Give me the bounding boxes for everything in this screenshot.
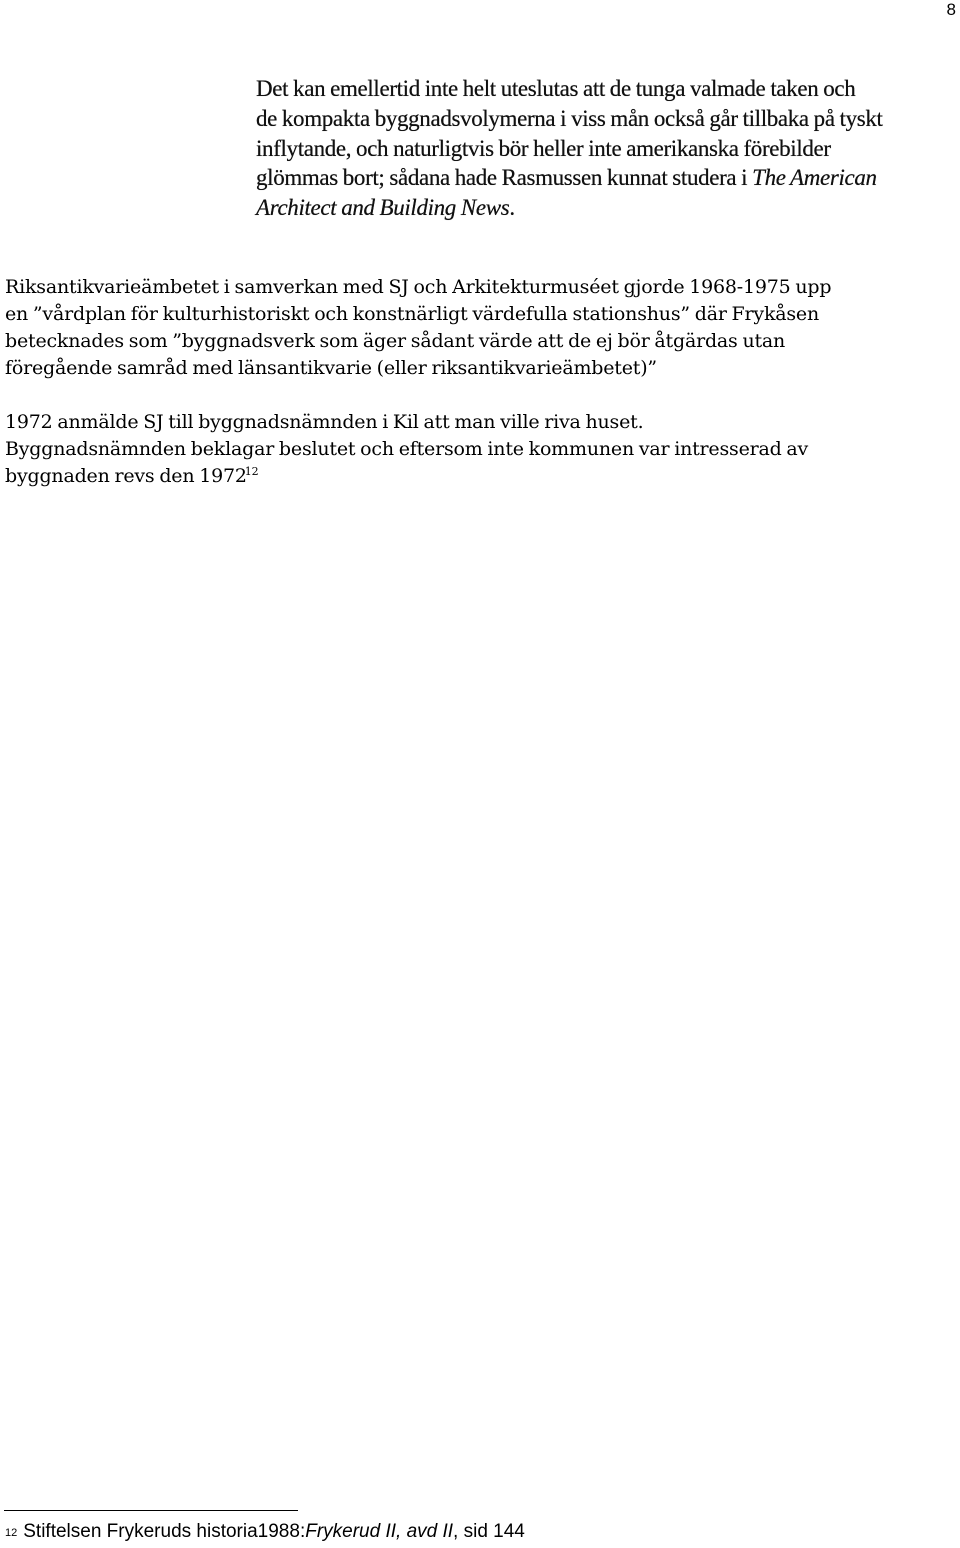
quote-line: Det kan emellertid inte helt uteslutas att de tunga valmade taken och bbox=[256, 76, 856, 101]
quote-line: inflytande, och naturligtvis bör heller inte amerikanska förebilder bbox=[256, 135, 831, 161]
quote-italic-title: The American bbox=[752, 165, 877, 191]
footnote-divider bbox=[4, 1510, 298, 1511]
paragraph-line: 1972 anmälde SJ till byggnadsnämnden i Kil att man ville riva huset. bbox=[5, 411, 644, 433]
quote-line bbox=[256, 163, 940, 193]
quote-italic-title: Architect and Building News bbox=[256, 195, 510, 221]
paragraph-line-text: byggnaden revs den 1972 bbox=[5, 465, 247, 487]
paragraph-line: betecknades som ”byggnadsverk som äger sådant värde att de ej bör åtgärdas utan bbox=[5, 330, 786, 352]
paragraph-line: föregående samråd med länsantikvarie (eller riksantikvarieämbetet)” bbox=[5, 357, 657, 379]
paragraph-line: Byggnadsnämnden beklagar beslutet och eftersom inte kommunen var intresserad av bbox=[5, 438, 809, 460]
footnote-page-ref: , sid 144 bbox=[453, 1521, 525, 1542]
quote-line: de kompakta byggnadsvolymerna i viss mån också går tillbaka på tyskt bbox=[256, 105, 883, 131]
footnote-title: Frykerud II, avd II bbox=[305, 1521, 454, 1542]
footnote-marker: 12 bbox=[5, 1527, 18, 1539]
paragraph-line bbox=[5, 463, 955, 490]
paragraph-vardplan bbox=[5, 274, 955, 382]
quote-line-text: glömmas bort; sådana hade Rasmussen kunnat studera i bbox=[256, 165, 753, 191]
footnote bbox=[5, 1520, 525, 1544]
quote-line bbox=[256, 193, 940, 223]
quote-end-punct: . bbox=[509, 195, 515, 221]
footnote-source: Stiftelsen Frykeruds historia1988: bbox=[23, 1521, 306, 1542]
paragraph-line: Riksantikvarieämbetet i samverkan med SJ och Arkitekturmuséet gjorde 1968-1975 upp bbox=[5, 276, 832, 298]
page-number: 8 bbox=[946, 0, 956, 19]
paragraph-demolition bbox=[5, 409, 955, 490]
paragraph-line: en ”vårdplan för kulturhistoriskt och konstnärligt värdefulla stationshus” där Frykåsen bbox=[5, 303, 820, 325]
footnote-reference[interactable]: 12 bbox=[244, 465, 259, 478]
scanned-quote-excerpt bbox=[256, 74, 940, 223]
